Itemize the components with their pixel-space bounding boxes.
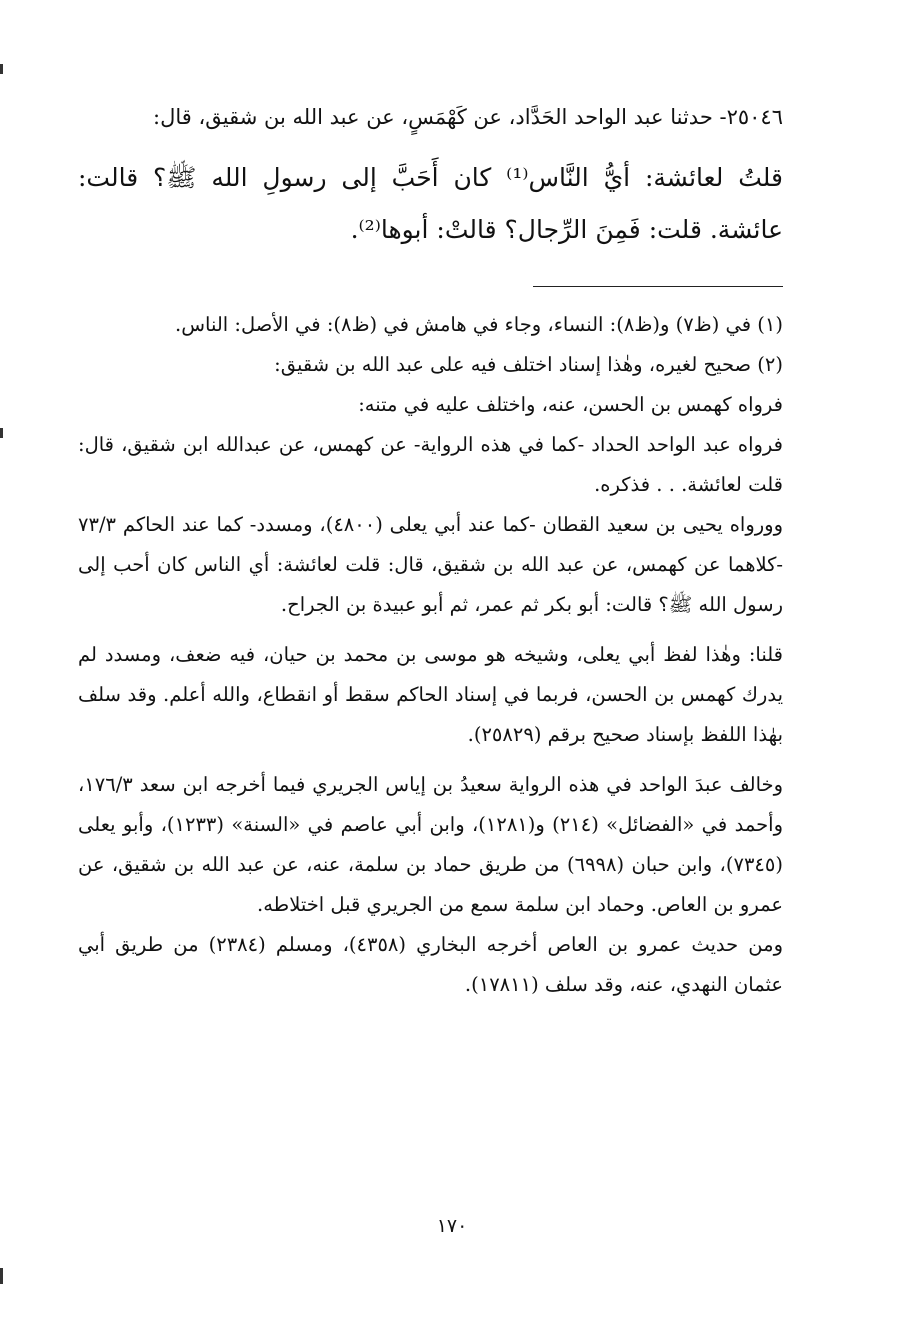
footnote-paragraph: (٢) صحيح لغيره، وهٰذا إسناد اختلف فيه على عبد الله بن شقيق: — [274, 353, 783, 376]
hadith-chain: ٢٥٠٤٦- حدثنا عبد الواحد الحَدَّاد، عن كَهْمَسٍ، عن عبد الله بن شقيق، قال: — [153, 105, 783, 129]
footnote-paragraph: وخالف عبدَ الواحد في هذه الرواية سعيدُ بن إياس الجريري فيما أخرجه ابن سعد ١٧٦/٣، وأحمد في «الفضائل» (٢١٤) و(١٢٨١)، وابن أبي عاصم في «السنة» (١٢٣٣)، وأبو يعلى (٧٣٤٥)، وابن حبان (٦٩٩٨) من طريق حماد بن سلمة، عنه، عن عبد الله بن شقيق، عن عمرو بن العاص. وحماد ابن سلمة سمع من الجريري قبل اختلاطه. — [78, 773, 783, 916]
footnote-paragraph: وورواه يحيى بن سعيد القطان -كما عند أبي يعلى (٤٨٠٠)، ومسدد- كما عند الحاكم ٧٣/٣ -كلاهما عن كهمس، عن عبد الله بن شقيق، قال: قلت لعائشة: أي الناس كان أحب إلى رسول الله ﷺ؟ قالت: أبو بكر ثم عمر، ثم أبو عبيدة بن الجراح. — [78, 513, 784, 616]
footnote-paragraph: ومن حديث عمرو بن العاص أخرجه البخاري (٤٣٥٨)، ومسلم (٢٣٨٤) من طريق أبي عثمان النهدي، عنه، وقد سلف (١٧٨١١). — [78, 933, 783, 996]
page-number: ١٧٠ — [436, 1215, 468, 1237]
footnote-paragraph: قلنا: وهٰذا لفظ أبي يعلى، وشيخه هو موسى بن محمد بن حيان، فيه ضعف، ومسدد لم يدرك كهمس بن الحسن، فربما في إسناد الحاكم سقط أو انقطاع، والله أعلم. وقد سلف بهٰذا اللفظ بإسناد صحيح برقم (٢٥٨٢٩). — [78, 643, 783, 746]
scan-edge-mark — [0, 64, 3, 74]
footnote-divider — [533, 286, 783, 287]
hadith-text: قلتُ لعائشة: أيُّ النَّاس⁽¹⁾ كان أَحَبَّ إلى رسولِ الله ﷺ؟ قالت: عائشة. قلت: فَمِنَ الرِّجال؟ قالتْ: أبوها⁽²⁾. — [78, 163, 783, 244]
footnote-paragraph: (١) في (ظ٧) و(ظ٨): النساء، وجاء في هامش في (ظ٨): في الأصل: الناس. — [175, 313, 783, 336]
book-page — [78, 96, 783, 1005]
footnotes — [78, 305, 783, 1005]
footnote-paragraph: فرواه كهمس بن الحسن، عنه، واختلف عليه في متنه: — [358, 393, 783, 416]
scan-edge-mark — [0, 1268, 3, 1284]
footnote-paragraph: فرواه عبد الواحد الحداد -كما في هذه الرواية- عن كهمس، عن عبدالله ابن شقيق، قال: قلت لعائشة. . . فذكره. — [78, 433, 783, 496]
scan-edge-mark — [0, 428, 3, 438]
